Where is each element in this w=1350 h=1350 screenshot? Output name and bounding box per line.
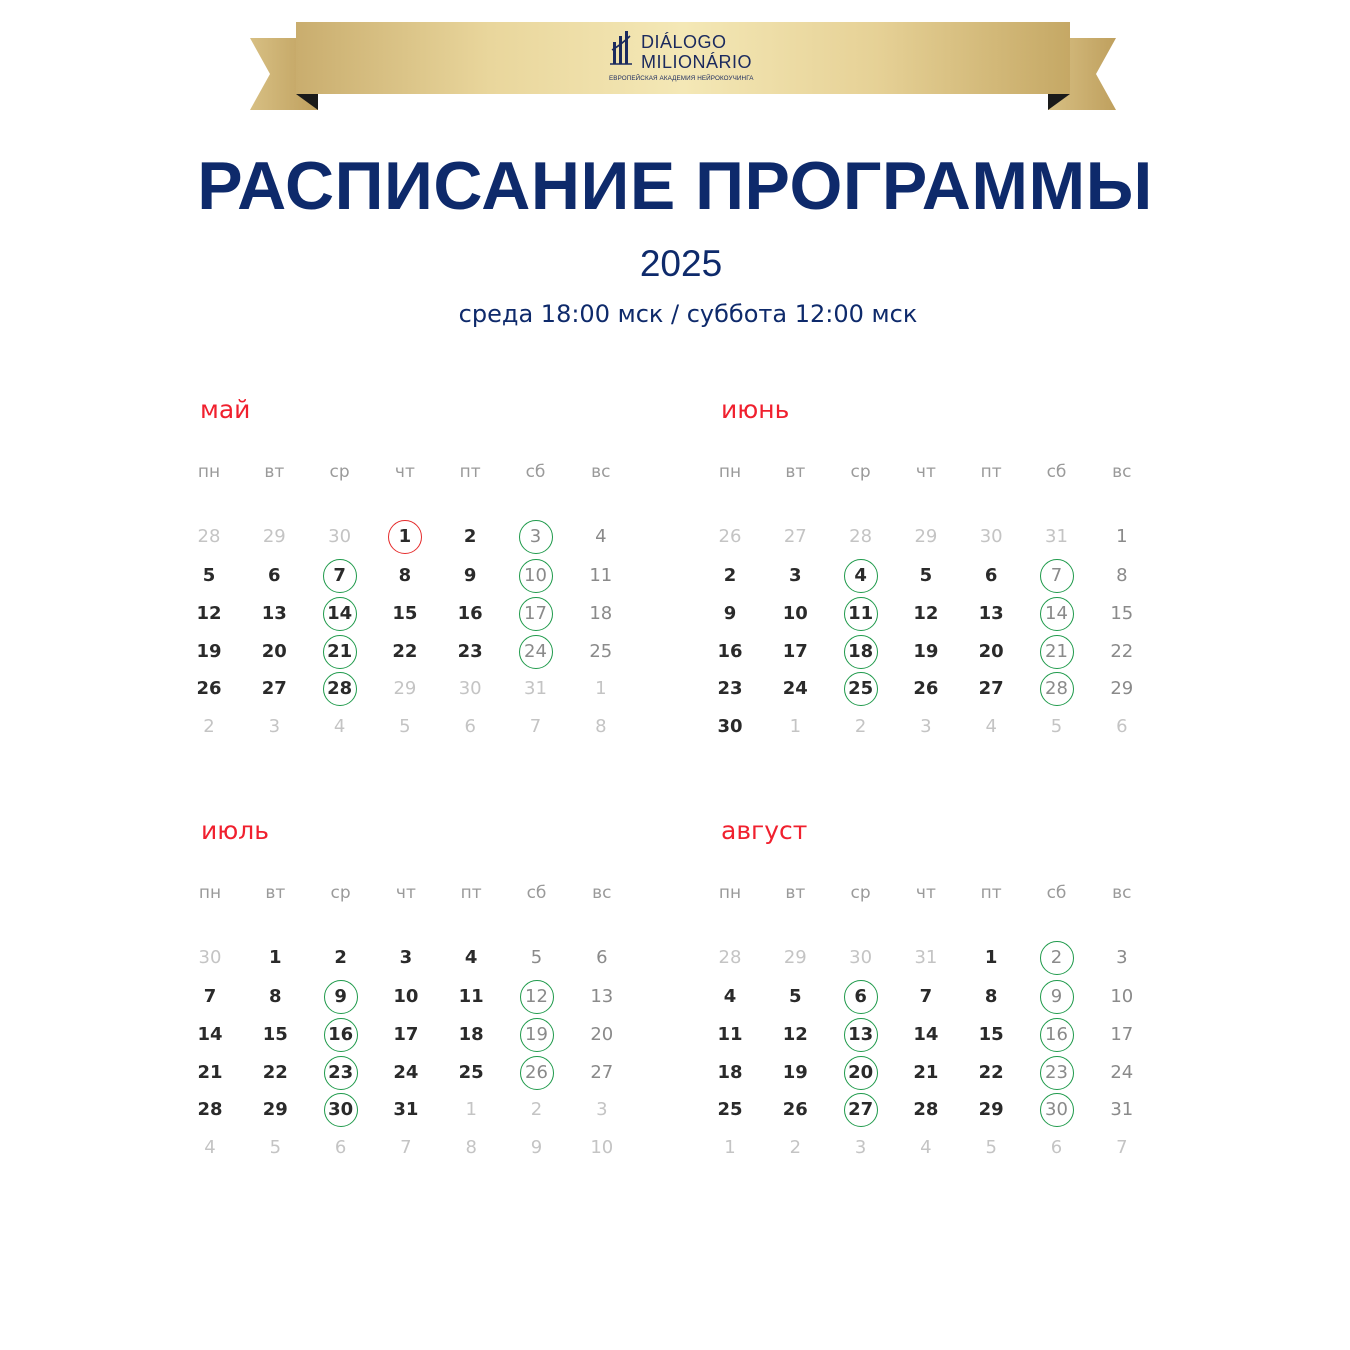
weekday-label: вс: [1112, 462, 1132, 482]
weekday-label: вс: [592, 883, 612, 903]
calendar-day: 15: [392, 603, 418, 624]
calendar-day: 23: [457, 641, 483, 662]
weekday-label: пт: [980, 462, 1002, 482]
calendar-day: 6: [268, 565, 281, 586]
calendar-day: 18: [717, 1062, 743, 1083]
weekday-label: вс: [591, 462, 611, 482]
calendar-day: 20: [848, 1062, 874, 1083]
calendar-day-outside: 30: [849, 947, 873, 968]
calendar-day: 15: [262, 1024, 288, 1045]
calendar-day-outside: 27: [783, 526, 807, 547]
calendar-day-outside: 1: [595, 678, 607, 699]
month-name: июнь: [721, 395, 790, 424]
calendar-day-outside: 3: [596, 1099, 608, 1120]
calendar-day-outside: 4: [920, 1137, 932, 1158]
calendar-day-outside: 3: [854, 1137, 867, 1158]
weekday-label: пт: [460, 883, 482, 903]
calendar-day: 4: [723, 986, 737, 1007]
weekday-label: ср: [850, 462, 871, 482]
calendar-day: 23: [1045, 1062, 1068, 1083]
month-name: август: [721, 816, 808, 845]
calendar-day-outside: 7: [1116, 1137, 1128, 1158]
calendar-day: 25: [717, 1099, 743, 1120]
calendar-day: 6: [596, 947, 608, 968]
calendar-day-outside: 2: [203, 716, 215, 737]
calendar-day-outside: 31: [1045, 526, 1068, 547]
calendar-day: 28: [327, 678, 353, 699]
calendar-day: 3: [529, 526, 542, 547]
calendar-day: 28: [913, 1099, 939, 1120]
weekday-label: пт: [459, 462, 481, 482]
calendar-day-outside: 4: [333, 716, 346, 737]
weekday-label: чт: [915, 883, 936, 903]
calendar-day-outside: 3: [920, 716, 932, 737]
calendar-day: 13: [848, 1024, 874, 1045]
calendar-day-outside: 3: [268, 716, 281, 737]
calendar-day-outside: 5: [985, 1137, 997, 1158]
weekday-label: чт: [915, 462, 936, 482]
calendar-day: 19: [913, 641, 939, 662]
calendar-day: 28: [1045, 678, 1068, 699]
weekday-label: вт: [265, 883, 286, 903]
calendar-day: 13: [978, 603, 1004, 624]
calendar-day: 1: [984, 947, 998, 968]
calendar-day: 17: [782, 641, 808, 662]
calendar-day-outside: 28: [849, 526, 873, 547]
calendar-day: 24: [1110, 1062, 1134, 1083]
weekday-label: вт: [785, 462, 806, 482]
calendar-day: 25: [458, 1062, 484, 1083]
weekday-label: пн: [718, 462, 742, 482]
calendar-day: 22: [392, 641, 418, 662]
calendar-day: 2: [334, 947, 347, 968]
calendar-day-outside: 30: [328, 526, 352, 547]
logo-line-1: DIÁLOGO: [641, 32, 727, 52]
weekday-label: вт: [785, 883, 806, 903]
calendar-day-outside: 5: [269, 1137, 282, 1158]
calendar-day: 16: [328, 1024, 354, 1045]
weekday-label: вс: [1112, 883, 1132, 903]
month-3: [197, 816, 670, 1177]
calendar-day: 25: [848, 678, 874, 699]
calendar-day: 8: [984, 986, 998, 1007]
calendar-day: 20: [590, 1024, 614, 1045]
month-name: май: [200, 395, 251, 424]
calendar-day: 11: [458, 986, 484, 1007]
calendar-day: 26: [196, 678, 222, 699]
calendar-day: 13: [261, 603, 287, 624]
logo: [608, 30, 778, 86]
calendar-day: 3: [789, 565, 802, 586]
weekday-label: ср: [850, 883, 871, 903]
calendar-day: 14: [327, 603, 353, 624]
calendar-day: 27: [261, 678, 287, 699]
logo-mark-icon: [608, 30, 634, 70]
calendar-day: 30: [1045, 1099, 1068, 1120]
calendar-day: 17: [524, 603, 547, 624]
calendar-day: 2: [723, 565, 737, 586]
calendar-day-outside: 26: [718, 526, 742, 547]
calendar-day: 6: [854, 986, 867, 1007]
calendar-day: 18: [848, 641, 874, 662]
calendar-day: 29: [1110, 678, 1134, 699]
calendar-day: 21: [913, 1062, 939, 1083]
calendar-day-outside: 4: [985, 716, 997, 737]
calendar-day-outside: 7: [529, 716, 542, 737]
calendar-day: 19: [525, 1024, 548, 1045]
calendar-day-outside: 28: [197, 526, 221, 547]
calendar-day: 2: [463, 526, 477, 547]
calendar-day: 24: [393, 1062, 419, 1083]
month-4: [717, 816, 1190, 1177]
calendar-day-outside: 30: [979, 526, 1003, 547]
calendar-day: 24: [782, 678, 808, 699]
calendar-day: 18: [458, 1024, 484, 1045]
weekday-label: пн: [718, 883, 742, 903]
calendar-day-outside: 6: [1050, 1137, 1063, 1158]
calendar-day: 12: [525, 986, 548, 1007]
calendar-day: 13: [590, 986, 614, 1007]
calendar-day: 19: [196, 641, 222, 662]
calendar-day: 27: [590, 1062, 614, 1083]
calendar-day: 7: [1050, 565, 1063, 586]
calendar-day: 22: [978, 1062, 1004, 1083]
calendar-day: 4: [595, 526, 607, 547]
calendar-day-outside: 7: [400, 1137, 412, 1158]
banner-ribbon: [248, 22, 1118, 112]
calendar-day: 14: [913, 1024, 939, 1045]
calendar-day-outside: 31: [524, 678, 547, 699]
calendar-day: 8: [1116, 565, 1128, 586]
calendar-day: 20: [978, 641, 1004, 662]
calendar-day: 30: [717, 716, 743, 737]
calendar-day: 15: [1110, 603, 1134, 624]
calendar-day: 6: [984, 565, 998, 586]
calendar-day: 14: [1045, 603, 1068, 624]
calendar-day: 17: [1110, 1024, 1134, 1045]
calendar-day: 12: [782, 1024, 808, 1045]
calendar-day: 5: [530, 947, 543, 968]
calendar-day-outside: 29: [914, 526, 938, 547]
calendar-day-outside: 31: [914, 947, 938, 968]
calendar-day: 20: [261, 641, 287, 662]
calendar-day: 22: [262, 1062, 288, 1083]
calendar-day: 22: [1110, 641, 1134, 662]
calendar-day: 27: [978, 678, 1004, 699]
calendar-day: 12: [196, 603, 222, 624]
calendar-day: 1: [269, 947, 282, 968]
calendar-day: 17: [393, 1024, 419, 1045]
calendar-day-outside: 29: [393, 678, 417, 699]
calendar-day-outside: 2: [789, 1137, 802, 1158]
month-1: [196, 395, 669, 756]
calendar-day: 26: [782, 1099, 808, 1120]
calendar-day: 25: [589, 641, 613, 662]
calendar-day: 28: [197, 1099, 223, 1120]
calendar-day-outside: 6: [464, 716, 476, 737]
calendar-day-outside: 2: [854, 716, 867, 737]
calendar-day-outside: 2: [530, 1099, 543, 1120]
calendar-day: 11: [848, 603, 874, 624]
weekday-label: сб: [1046, 462, 1067, 482]
calendar-day: 5: [919, 565, 933, 586]
calendar-day: 26: [913, 678, 939, 699]
month-name: июль: [201, 816, 270, 845]
calendar-day: 1: [1116, 526, 1128, 547]
calendar-day: 10: [1110, 986, 1134, 1007]
calendar-day: 10: [782, 603, 808, 624]
calendar-day: 10: [524, 565, 547, 586]
calendar-day: 16: [717, 641, 743, 662]
calendar-day: 8: [269, 986, 282, 1007]
weekday-label: сб: [526, 883, 547, 903]
calendar-day: 12: [913, 603, 939, 624]
calendar-day: 18: [589, 603, 613, 624]
calendar-day: 9: [334, 986, 347, 1007]
calendar-day: 23: [328, 1062, 354, 1083]
calendar-day: 5: [789, 986, 802, 1007]
calendar-day: 4: [854, 565, 867, 586]
calendar-day: 23: [717, 678, 743, 699]
weekday-label: пт: [980, 883, 1002, 903]
weekday-label: чт: [394, 462, 415, 482]
weekday-label: ср: [329, 462, 350, 482]
calendar-day: 21: [197, 1062, 223, 1083]
calendar-day: 24: [524, 641, 547, 662]
calendar-day: 15: [978, 1024, 1004, 1045]
calendar-day: 7: [203, 986, 217, 1007]
calendar-day: 26: [525, 1062, 548, 1083]
calendar-day: 3: [399, 947, 413, 968]
calendar-day-outside: 8: [595, 716, 607, 737]
calendar-day: 2: [1050, 947, 1063, 968]
weekday-label: вт: [264, 462, 285, 482]
page-title: РАСПИСАНИЕ ПРОГРАММЫ: [197, 148, 1153, 224]
calendar-day-outside: 1: [724, 1137, 736, 1158]
weekday-label: сб: [525, 462, 546, 482]
calendar-day: 5: [202, 565, 216, 586]
calendar-day: 31: [1110, 1099, 1134, 1120]
calendar-day: 11: [717, 1024, 743, 1045]
calendar-day: 7: [333, 565, 346, 586]
calendar-day: 4: [464, 947, 478, 968]
calendar-day-outside: 29: [783, 947, 807, 968]
calendar-day: 16: [457, 603, 483, 624]
calendar-day: 10: [393, 986, 419, 1007]
calendar-day: 7: [919, 986, 933, 1007]
logo-line-2: MILIONÁRIO: [641, 52, 753, 72]
calendar-day: 3: [1116, 947, 1128, 968]
calendar-day: 29: [978, 1099, 1004, 1120]
calendar-day: 27: [848, 1099, 874, 1120]
calendar-day: 9: [1050, 986, 1063, 1007]
calendar-day-outside: 30: [458, 678, 482, 699]
calendar-day-outside: 1: [789, 716, 802, 737]
calendar-day-outside: 8: [465, 1137, 477, 1158]
calendar-day: 1: [398, 526, 412, 547]
calendar-day: 19: [782, 1062, 808, 1083]
calendar-day-outside: 4: [204, 1137, 216, 1158]
weekday-label: сб: [1046, 883, 1067, 903]
calendar-day-outside: 1: [465, 1099, 477, 1120]
weekday-label: чт: [395, 883, 416, 903]
calendar-day: 16: [1045, 1024, 1068, 1045]
month-2: [717, 395, 1190, 756]
calendar-day: 29: [262, 1099, 288, 1120]
calendar-day: 30: [328, 1099, 354, 1120]
weekday-label: пн: [198, 883, 222, 903]
weekday-label: ср: [330, 883, 351, 903]
calendar-day-outside: 9: [530, 1137, 543, 1158]
calendar-day: 8: [398, 565, 412, 586]
calendar-day: 14: [197, 1024, 223, 1045]
calendar-day: 31: [393, 1099, 419, 1120]
calendar-day-outside: 30: [198, 947, 222, 968]
calendar-day: 9: [463, 565, 477, 586]
calendar-day-outside: 10: [590, 1137, 614, 1158]
calendar-day: 21: [1045, 641, 1068, 662]
calendar-day-outside: 6: [334, 1137, 347, 1158]
calendar-day-outside: 28: [718, 947, 742, 968]
calendar-day-outside: 6: [1116, 716, 1128, 737]
logo-subtitle: ЕВРОПЕЙСКАЯ АКАДЕМИЯ НЕЙРОКОУЧИНГА: [609, 75, 754, 82]
session-times: среда 18:00 мск / суббота 12:00 мск: [458, 300, 918, 328]
calendar-day: 11: [589, 565, 613, 586]
calendar-day: 9: [723, 603, 737, 624]
weekday-label: пн: [197, 462, 221, 482]
calendar-day-outside: 5: [1050, 716, 1063, 737]
calendar-day-outside: 5: [399, 716, 411, 737]
calendar-day-outside: 29: [262, 526, 286, 547]
calendar-day: 21: [327, 641, 353, 662]
year-label: 2025: [639, 243, 723, 284]
